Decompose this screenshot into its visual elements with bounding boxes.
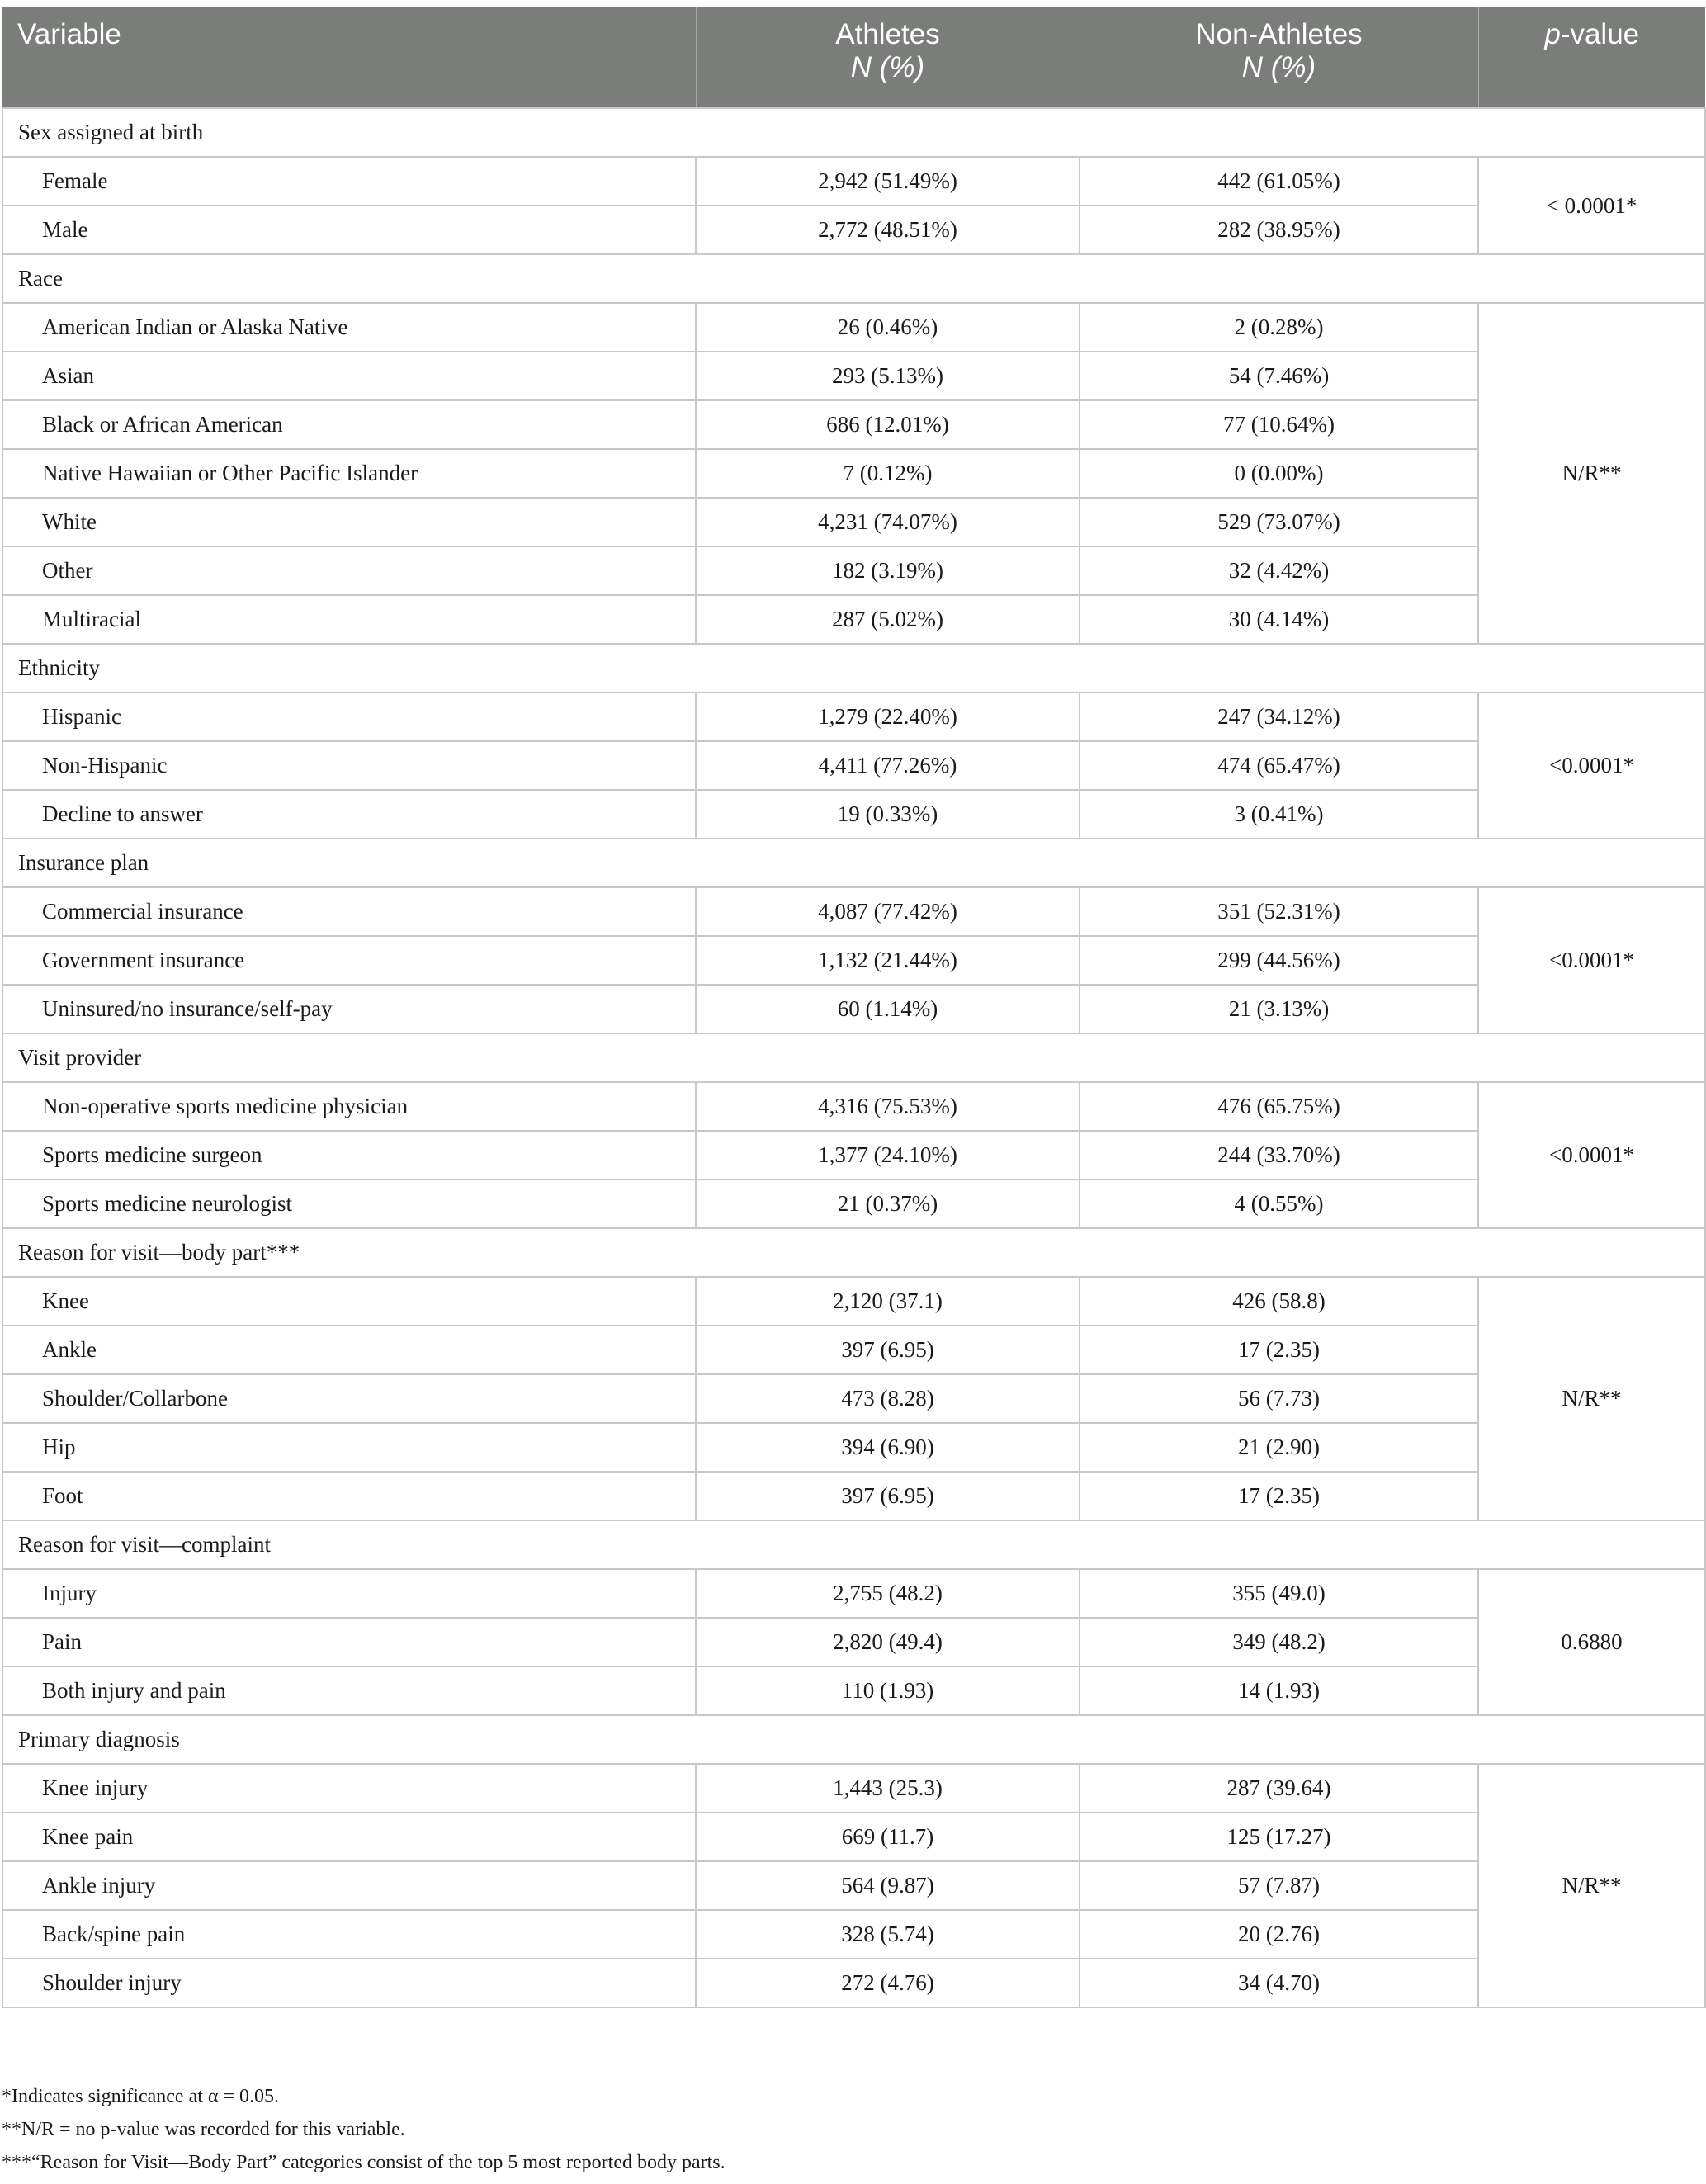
table-row [2,790,1705,839]
row-label: Sports medicine surgeon [2,1131,696,1179]
group-header-row [2,108,1705,157]
table-row [2,1423,1705,1472]
non-athletes-cell: 244 (33.70%) [1080,1131,1478,1179]
athletes-cell: 110 (1.93) [696,1666,1080,1715]
non-athletes-cell: 442 (61.05%) [1080,157,1478,206]
data-table-container [2,7,1704,2008]
row-label: Hispanic [2,693,696,741]
group-header-row [2,1033,1705,1082]
p-value-cell: <0.0001* [1478,693,1705,839]
group-label: Insurance plan [2,839,1705,887]
p-value-cell: N/R** [1478,1764,1705,2007]
row-label: Government insurance [2,936,696,985]
row-label: Ankle injury [2,1861,696,1910]
p-value-cell: N/R** [1478,303,1705,644]
row-label: American Indian or Alaska Native [2,303,696,352]
non-athletes-cell: 20 (2.76) [1080,1910,1478,1959]
athletes-cell: 4,231 (74.07%) [696,498,1080,546]
demographics-table [2,7,1706,2008]
non-athletes-cell: 14 (1.93) [1080,1666,1478,1715]
athletes-cell: 686 (12.01%) [696,400,1080,449]
group-header-row [2,1228,1705,1277]
table-row [2,1959,1705,2007]
non-athletes-cell: 476 (65.75%) [1080,1082,1478,1131]
header-athletes-label: Athletes [835,18,940,50]
table-row [2,595,1705,644]
header-non-athletes-label: Non-Athletes [1195,18,1363,50]
non-athletes-cell: 21 (3.13%) [1080,985,1478,1033]
table-header [2,7,1705,108]
non-athletes-cell: 30 (4.14%) [1080,595,1478,644]
row-label: Both injury and pain [2,1666,696,1715]
group-label: Sex assigned at birth [2,108,1705,157]
non-athletes-cell: 282 (38.95%) [1080,206,1478,254]
header-p-value [1478,7,1705,108]
table-row [2,303,1705,352]
non-athletes-cell: 77 (10.64%) [1080,400,1478,449]
row-label: Knee injury [2,1764,696,1813]
athletes-cell: 1,132 (21.44%) [696,936,1080,985]
p-value-cell: < 0.0001* [1478,157,1705,254]
row-label: Black or African American [2,400,696,449]
athletes-cell: 2,942 (51.49%) [696,157,1080,206]
header-non-athletes [1080,7,1478,108]
non-athletes-cell: 351 (52.31%) [1080,887,1478,936]
header-athletes [696,7,1080,108]
table-row [2,1277,1705,1326]
group-label: Reason for visit—complaint [2,1520,1705,1569]
non-athletes-cell: 56 (7.73) [1080,1374,1478,1423]
row-label: Native Hawaiian or Other Pacific Islander [2,449,696,498]
table-row [2,498,1705,546]
header-p-rest: -value [1560,18,1640,50]
row-label: Back/spine pain [2,1910,696,1959]
athletes-cell: 328 (5.74) [696,1910,1080,1959]
row-label: Decline to answer [2,790,696,839]
athletes-cell: 397 (6.95) [696,1472,1080,1520]
athletes-cell: 4,411 (77.26%) [696,741,1080,790]
table-row [2,1326,1705,1374]
table-row [2,1082,1705,1131]
row-label: Uninsured/no insurance/self-pay [2,985,696,1033]
athletes-cell: 564 (9.87) [696,1861,1080,1910]
row-label: Hip [2,1423,696,1472]
non-athletes-cell: 17 (2.35) [1080,1472,1478,1520]
table-row [2,1618,1705,1666]
row-label: Other [2,546,696,595]
non-athletes-cell: 0 (0.00%) [1080,449,1478,498]
non-athletes-cell: 21 (2.90) [1080,1423,1478,1472]
athletes-cell: 2,755 (48.2) [696,1569,1080,1618]
table-row [2,1764,1705,1813]
non-athletes-cell: 474 (65.47%) [1080,741,1478,790]
table-row [2,1910,1705,1959]
row-label: Multiracial [2,595,696,644]
group-label: Race [2,254,1705,303]
athletes-cell: 272 (4.76) [696,1959,1080,2007]
non-athletes-cell: 529 (73.07%) [1080,498,1478,546]
athletes-cell: 473 (8.28) [696,1374,1080,1423]
table-row [2,206,1705,254]
table-row [2,1666,1705,1715]
group-label: Reason for visit—body part*** [2,1228,1705,1277]
non-athletes-cell: 17 (2.35) [1080,1326,1478,1374]
row-label: Shoulder injury [2,1959,696,2007]
non-athletes-cell: 3 (0.41%) [1080,790,1478,839]
athletes-cell: 2,820 (49.4) [696,1618,1080,1666]
header-p-italic: p [1544,18,1561,50]
row-label: Pain [2,1618,696,1666]
row-label: Non-operative sports medicine physician [2,1082,696,1131]
group-label: Ethnicity [2,644,1705,693]
row-label: Shoulder/Collarbone [2,1374,696,1423]
header-non-athletes-sub: N (%) [1241,51,1316,83]
athletes-cell: 394 (6.90) [696,1423,1080,1472]
row-label: Female [2,157,696,206]
row-label: Ankle [2,1326,696,1374]
row-label: Injury [2,1569,696,1618]
athletes-cell: 1,377 (24.10%) [696,1131,1080,1179]
table-row [2,1861,1705,1910]
row-label: Knee [2,1277,696,1326]
table-row [2,1813,1705,1861]
row-label: Commercial insurance [2,887,696,936]
non-athletes-cell: 247 (34.12%) [1080,693,1478,741]
non-athletes-cell: 2 (0.28%) [1080,303,1478,352]
athletes-cell: 293 (5.13%) [696,352,1080,400]
table-row [2,936,1705,985]
athletes-cell: 4,316 (75.53%) [696,1082,1080,1131]
non-athletes-cell: 54 (7.46%) [1080,352,1478,400]
row-label: Sports medicine neurologist [2,1179,696,1228]
footnote: ***“Reason for Visit—Body Part” categories consist of the top 5 most reported body parts. [2,2152,725,2173]
group-header-row [2,644,1705,693]
row-label: Foot [2,1472,696,1520]
header-variable: Variable [2,7,696,108]
non-athletes-cell: 34 (4.70) [1080,1959,1478,2007]
non-athletes-cell: 349 (48.2) [1080,1618,1478,1666]
table-row [2,985,1705,1033]
group-label: Primary diagnosis [2,1715,1705,1764]
athletes-cell: 7 (0.12%) [696,449,1080,498]
p-value-cell: <0.0001* [1478,1082,1705,1228]
row-label: Asian [2,352,696,400]
table-row [2,352,1705,400]
athletes-cell: 19 (0.33%) [696,790,1080,839]
footnotes [2,2080,725,2179]
table-row [2,400,1705,449]
athletes-cell: 1,279 (22.40%) [696,693,1080,741]
footnote: **N/R = no p-value was recorded for this variable. [2,2119,405,2140]
table-row [2,1131,1705,1179]
athletes-cell: 397 (6.95) [696,1326,1080,1374]
non-athletes-cell: 355 (49.0) [1080,1569,1478,1618]
table-row [2,1569,1705,1618]
non-athletes-cell: 4 (0.55%) [1080,1179,1478,1228]
group-header-row [2,1715,1705,1764]
athletes-cell: 60 (1.14%) [696,985,1080,1033]
row-label: White [2,498,696,546]
table-row [2,1374,1705,1423]
table-row [2,741,1705,790]
p-value-cell: N/R** [1478,1277,1705,1520]
group-label: Visit provider [2,1033,1705,1082]
non-athletes-cell: 32 (4.42%) [1080,546,1478,595]
table-row [2,449,1705,498]
table-row [2,693,1705,741]
p-value-cell: 0.6880 [1478,1569,1705,1715]
p-value-cell: <0.0001* [1478,887,1705,1033]
athletes-cell: 1,443 (25.3) [696,1764,1080,1813]
row-label: Male [2,206,696,254]
athletes-cell: 26 (0.46%) [696,303,1080,352]
table-row [2,157,1705,206]
non-athletes-cell: 125 (17.27) [1080,1813,1478,1861]
athletes-cell: 287 (5.02%) [696,595,1080,644]
non-athletes-cell: 287 (39.64) [1080,1764,1478,1813]
athletes-cell: 182 (3.19%) [696,546,1080,595]
group-header-row [2,254,1705,303]
table-row [2,1179,1705,1228]
row-label: Knee pain [2,1813,696,1861]
table-row [2,546,1705,595]
athletes-cell: 669 (11.7) [696,1813,1080,1861]
table-body [2,108,1705,2007]
group-header-row [2,839,1705,887]
table-row [2,1472,1705,1520]
athletes-cell: 21 (0.37%) [696,1179,1080,1228]
athletes-cell: 4,087 (77.42%) [696,887,1080,936]
row-label: Non-Hispanic [2,741,696,790]
athletes-cell: 2,772 (48.51%) [696,206,1080,254]
header-athletes-sub: N (%) [850,51,925,83]
non-athletes-cell: 299 (44.56%) [1080,936,1478,985]
non-athletes-cell: 426 (58.8) [1080,1277,1478,1326]
non-athletes-cell: 57 (7.87) [1080,1861,1478,1910]
table-row [2,887,1705,936]
athletes-cell: 2,120 (37.1) [696,1277,1080,1326]
group-header-row [2,1520,1705,1569]
footnote: *Indicates significance at α = 0.05. [2,2086,279,2107]
